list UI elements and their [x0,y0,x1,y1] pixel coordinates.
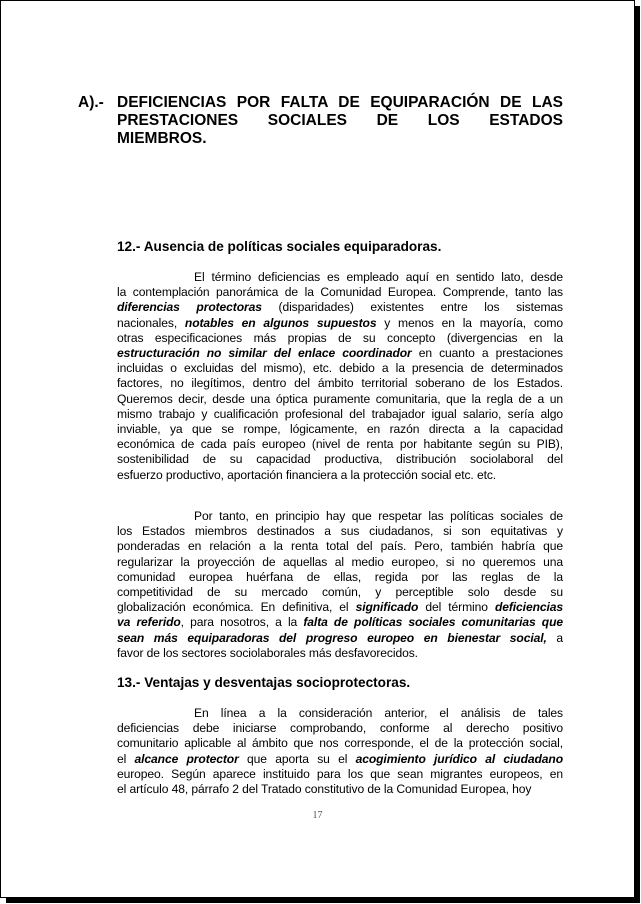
emphasized-text: va referido [117,615,181,630]
paragraph-line [117,555,563,570]
text-run: y menos en la mayoría, como [376,315,563,330]
paragraph-line [117,452,563,467]
emphasized-text: acogimiento jurídico al ciudadano [355,751,563,766]
page-shadow [6,898,640,903]
text-run: (disparidades) existentes entre los sistemas [261,300,563,315]
paragraph-line [117,376,563,391]
text-run: incluidas o excluidas del mismo), etc. debido a la presencia de determinados [117,361,563,376]
text-run: otras especificaciones más propias de su concepto (divergencias en la [117,330,563,345]
emphasized-text: estructuración no similar del enlace coordinador [117,346,412,361]
text-run: competitividad de su mercado común, y perceptible solo desde su [117,585,563,600]
text-run: el artículo 48, párrafo 2 del Tratado constitutivo de la Comunidad Europea, hoy [117,782,532,797]
emphasized-text: diferencias protectoras [117,300,262,315]
heading-label: A).- [78,94,104,111]
paragraph-line [117,585,563,600]
text-run: económica de cada país europeo (nivel de renta por habitante según su PIB), [117,437,563,452]
text-run: deficiencias debe iniciarse comprobando, conforme al derecho positivo [117,721,563,736]
text-run: favor de los sectores sociolaborales más desfavorecidos. [117,645,418,660]
heading-line: MIEMBROS. [117,130,207,147]
text-run: a [546,630,563,645]
text-run: el [117,751,135,766]
text-run: regularizar la proyección de aquellas al medio europeo, si no queremos una [117,554,563,569]
paragraph-line [117,468,563,483]
text-run: nacionales, [117,315,185,330]
text-run: Queremos decir, desde una óptica puramente comunitaria, que la regla de a un [117,391,563,406]
paragraph-line [117,752,563,767]
paragraph-line [117,422,563,437]
text-run: comunitario aplicable al ámbito que nos corresponde, el de la protección social, [117,736,563,751]
paragraph-line [117,407,563,422]
text-run: que aporta su el [238,751,356,766]
paragraph-line [117,509,563,524]
text-run: globalización económica. En definitiva, el [117,600,356,615]
text-run: comunidad europea huérfana de ellas, regida por las reglas de la [117,569,563,584]
text-run: El término deficiencias es empleado aquí en sentido lato, desde [194,270,563,284]
paragraph-line [117,615,563,630]
paragraph-line [117,706,563,721]
paragraph-line [117,600,563,615]
heading-line: PRESTACIONES SOCIALES DE LOS ESTADOS [117,112,563,129]
paragraph-line [117,570,563,585]
text-run: mismo trabajo y cualificación profesional del trabajador igual salario, sería algo [117,406,563,421]
emphasized-text: falta de políticas sociales comunitarias que [303,615,563,630]
emphasized-text: sean más equiparadoras del progreso europeo en bienestar social, [117,630,547,645]
text-run: sostenibilidad de su capacidad productiva, distribución sociolaboral del [117,452,563,467]
text-run: la contemplación panorámica de la Comunidad Europea. Comprende, tanto las [117,285,563,300]
section-12-title: 12.- Ausencia de políticas sociales equiparadoras. [117,239,442,254]
paragraph-line [117,316,563,331]
emphasized-text: deficiencias [494,600,563,615]
paragraph-line [117,631,563,646]
paragraph-line [117,539,563,554]
text-run: en cuanto a prestaciones [411,346,563,361]
paragraph-line [117,346,563,361]
paragraph-line [117,736,563,751]
paragraph-line [117,721,563,736]
text-run: , para nosotros, a la [180,615,304,630]
paragraph-line [117,646,563,661]
main-heading [117,94,563,148]
page-number: 17 [312,810,323,821]
emphasized-text: alcance protector [134,751,239,766]
paragraph-line [117,300,563,315]
emphasized-text: significado [355,600,419,615]
paragraph-line [117,767,563,782]
text-run: factores, no ilegítimos, dentro del ámbito territorial soberano de los Estados. [117,376,563,391]
text-run: europeo. Según aparece instituido para los que sean migrantes europeos, en [117,766,563,781]
heading-line: DEFICIENCIAS POR FALTA DE EQUIPARACIÓN DE LAS [117,94,563,111]
section-13-paragraph-1 [117,706,563,797]
paragraph-line [117,270,563,285]
section-12-paragraph-1 [117,270,563,483]
text-run: Por tanto, en principio hay que respetar las políticas sociales de [194,509,563,523]
paragraph-line [117,437,563,452]
paragraph-line [117,392,563,407]
paragraph-line [117,331,563,346]
text-run: del término [418,600,495,615]
text-run: esfuerzo productivo, aportación financiera a la protección social etc. etc. [117,467,497,482]
text-run: En línea a la consideración anterior, el análisis de tales [194,706,563,720]
section-13-title: 13.- Ventajas y desventajas socioprotectoras. [117,675,411,690]
emphasized-text: notables en algunos supuestos [184,315,377,330]
paragraph-line [117,782,563,797]
paragraph-line [117,361,563,376]
paragraph-line [117,524,563,539]
section-12-paragraph-2 [117,509,563,661]
text-run: ponderadas en relación a la renta total del país. Pero, también habría que [117,539,563,554]
page-shadow [635,6,640,903]
text-run: los Estados miembros destinados a sus ciudadanos, si son equitativas y [117,524,563,539]
paragraph-line [117,285,563,300]
text-run: inviable, ya que se rompe, lógicamente, en razón directa a la capacidad [117,422,563,437]
